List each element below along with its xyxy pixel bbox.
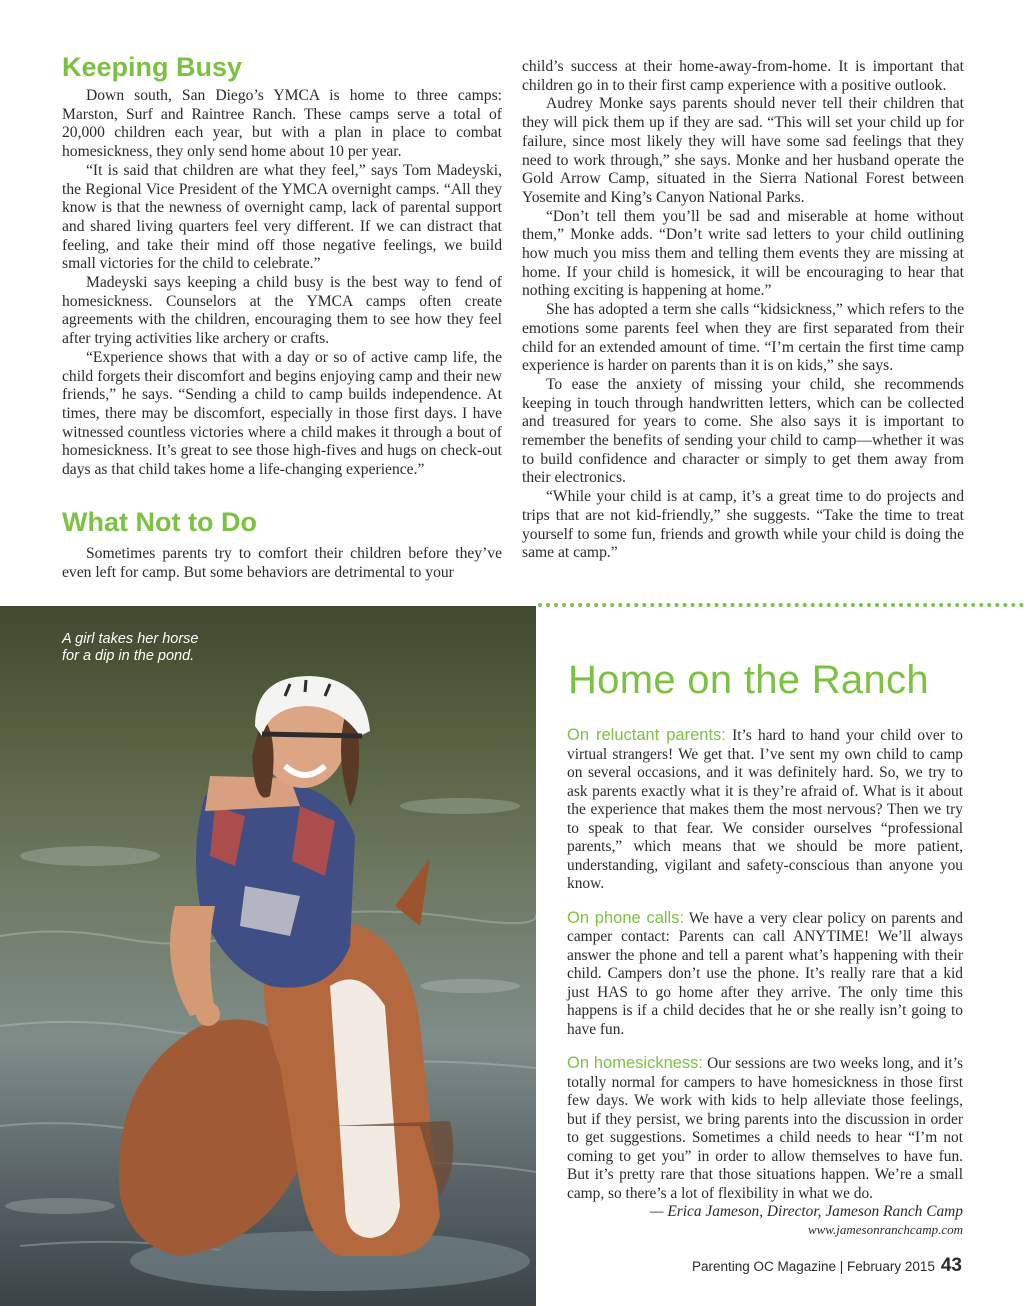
- ranch-paragraph-reluctant: [567, 726, 963, 894]
- caption-line: A girl takes her horse: [62, 631, 199, 647]
- magazine-issue: Parenting OC Magazine | February 2015: [691, 1259, 935, 1274]
- body-paragraph: Madeyski says keeping a child busy is the best way to fend of homesickness. Counselors at the YMCA camps often create agreements with the children, encouraging them to see how they feel after trying activities like archery or crafts.: [62, 274, 502, 348]
- body-paragraph: She has adopted a term she calls “kidsickness,” which refers to the emotions some parents feel when they are first separated from their child for an extended amount of time. “I’m certain the first time camp experience is harder on parents than it is on kids,” she says.: [522, 301, 964, 375]
- page-footer: [692, 1255, 962, 1277]
- reluctant-parents-label: On reluctant parents:: [567, 726, 726, 744]
- body-paragraph: Sometimes parents try to comfort their children before they’ve even left for camp. But some behaviors are detrimental to your: [62, 545, 502, 581]
- home-on-the-ranch-column: [567, 726, 963, 1238]
- phone-calls-label: On phone calls:: [567, 908, 685, 927]
- camp-website-link[interactable]: www.jamesonranchcamp.com: [807, 1221, 963, 1237]
- keeping-busy-column: [62, 87, 502, 480]
- photo-caption: [62, 631, 262, 665]
- ranch-paragraph-homesick: [567, 1054, 963, 1203]
- caption-line: for a dip in the pond.: [62, 648, 195, 664]
- page-number: 43: [940, 1255, 962, 1276]
- dotted-divider: [538, 603, 1024, 607]
- body-paragraph: To ease the anxiety of missing your child, she recommends keeping in touch through handwritten letters, which can be collected and treasured for years to come. She also says it is important to remember the benefits of sending your child to camp—whether it was to build confidence and character or simply to get them away from their electronics.: [522, 375, 964, 487]
- reluctant-parents-text: It’s hard to hand your child over to virtual strangers! We get that. I’ve sent my own child to camp on several occasions, and it was definitely hard. So, we try to ask parents exactly what it is they’re afraid of. What is it about the experience that makes them the most nervous? Then we try to speak to that fear. We consider ourselves “professional parents,” which means that we should be more patient, understanding, vigilant and safety-conscious than anyone you know.: [567, 727, 963, 892]
- body-paragraph: Down south, San Diego’s YMCA is home to three camps: Marston, Surf and Raintree Ranch. These camps serve a total of 20,000 children each year, but with a plan in place to combat homesickness, they only send home about 10 per year.: [62, 87, 502, 161]
- body-paragraph: “Experience shows that with a day or so of active camp life, the child forgets their discomfort and begins enjoying camp and their new friends,” he says. “Sending a child to camp builds independence. At times, there may be discomfort, especially in those first days. I have witnessed countless victories where a child makes it through a bout of homesickness. It’s great to see those high-fives and hugs on check-out days as that child takes home a life-changing experience.”: [62, 348, 502, 479]
- keeping-busy-heading: Keeping Busy: [62, 52, 243, 82]
- right-article-column: [522, 58, 964, 563]
- homesickness-label: On homesickness:: [567, 1054, 703, 1072]
- what-not-to-do-heading: What Not to Do: [62, 507, 257, 537]
- body-paragraph: “It is said that children are what they feel,” says Tom Madeyski, the Regional Vice President of the YMCA overnight camps. “All they know is that the newness of overnight camp, lack of parental support and shared living quarters feel very different. If we can distract that feeling, and take their mind off those negative feelings, we build small victories for the child to celebrate.”: [62, 161, 502, 273]
- attribution: — Erica Jameson, Director, Jameson Ranch Camp: [649, 1203, 963, 1220]
- girl-riding-horse-photo: [0, 606, 536, 1306]
- body-paragraph: child’s success at their home-away-from-home. It is important that children go in to their first camp experience with a positive outlook.: [522, 58, 964, 94]
- home-on-the-ranch-title: Home on the Ranch: [568, 658, 929, 702]
- ranch-paragraph-phone: [567, 909, 963, 1040]
- body-paragraph: Audrey Monke says parents should never tell their children that they will pick them up if they are sad. “This will set your child up for failure, since most likely they will have some sad feelings that they need to work through,” she says. Monke and her husband operate the Gold Arrow Camp, situated in the Sierra National Forest between Yosemite and King’s Canyon National Parks.: [522, 95, 964, 206]
- body-paragraph: “Don’t tell them you’ll be sad and miserable at home without them,” Monke adds. “Don’t write sad letters to your child outlining how much you miss them and telling them events they are missing at home. If your child is homesick, it will be encouraging to hear that nothing exciting is happening at home.”: [522, 207, 964, 300]
- homesickness-text: Our sessions are two weeks long, and it’s totally normal for campers to have homesickness in those first few days. We work with kids to help alleviate those feelings, but if they persist, we bring parents into the discussion in order to get suggestions. Sometimes a child needs to hear “I’m not coming to get you” in order to allow themselves to have fun. But it’s pretty rare that those situations happen. We’re a small camp, so there’s a lot of flexibility in what we do.: [567, 1055, 963, 1202]
- phone-calls-text: We have a very clear policy on parents and camper contact: Parents can call ANYTIME! We’ll always answer the phone and tell a parent what’s happening with their child. Campers don’t use the phone. It’s really rare that a kid just HAS to go home after they arrive. The only time this happens is if a child decides that he or she really isn’t going to have fun.: [567, 909, 963, 1038]
- body-paragraph: “While your child is at camp, it’s a great time to do projects and trips that are not kid-friendly,” she suggests. “Take the time to treat yourself to some fun, friends and growth while your child is doing the same at camp.”: [522, 488, 964, 562]
- what-not-to-do-column: [62, 545, 502, 582]
